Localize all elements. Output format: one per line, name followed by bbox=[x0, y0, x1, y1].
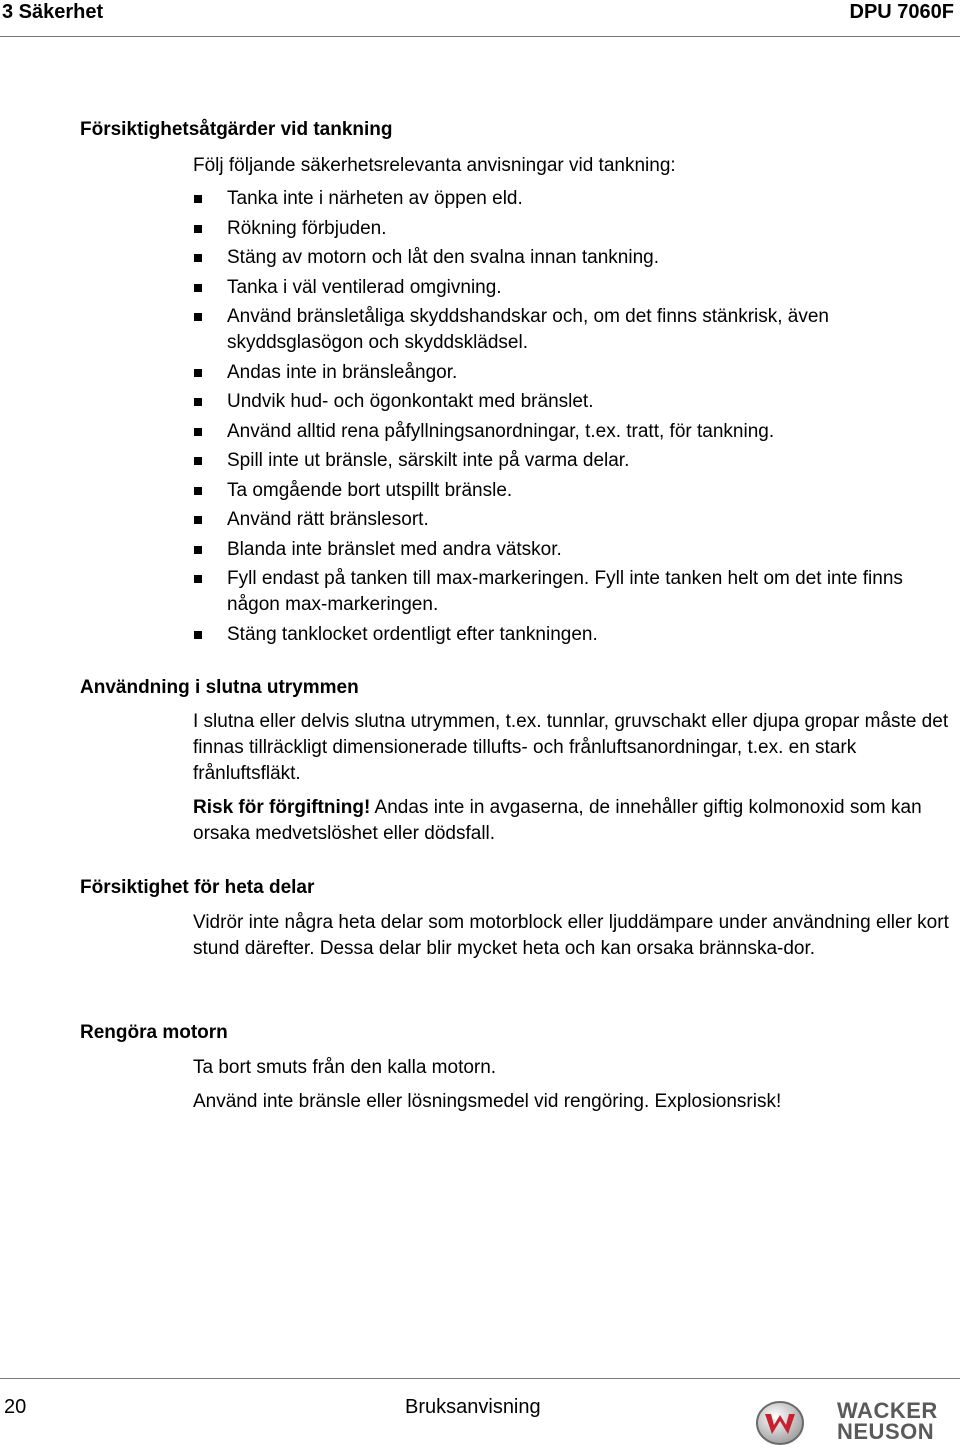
model-name: DPU 7060F bbox=[849, 1, 954, 23]
bullet-square-icon bbox=[194, 313, 202, 321]
list-item-text: Andas inte in bränsleångor. bbox=[227, 361, 458, 383]
list-item bbox=[193, 275, 958, 301]
refueling-bullet-list bbox=[193, 186, 958, 651]
bullet-square-icon bbox=[194, 428, 202, 436]
list-item-text: Blanda inte bränslet med andra vätskor. bbox=[227, 538, 562, 560]
list-item-text: Spill inte ut bränsle, särskilt inte på varma delar. bbox=[227, 450, 630, 471]
page-header bbox=[0, 0, 960, 38]
list-item bbox=[193, 245, 958, 271]
bullet-square-icon bbox=[194, 457, 202, 465]
heading-hot-parts: Försiktighet för heta delar bbox=[80, 877, 315, 898]
bullet-square-icon bbox=[194, 631, 202, 639]
bullet-square-icon bbox=[194, 546, 202, 554]
list-item-text: Fyll endast på tanken till max-markeringen. Fyll inte tanken helt om det inte finns någon max-markeringen. bbox=[227, 568, 903, 615]
bullet-square-icon bbox=[194, 254, 202, 262]
bullet-square-icon bbox=[194, 284, 202, 292]
refueling-intro: Följ följande säkerhetsrelevanta anvisningar vid tankning: bbox=[193, 155, 676, 176]
enclosed-paragraph: I slutna eller delvis slutna utrymmen, t.ex. tunnlar, gruvschakt eller djupa gropar måste det finnas tillräckligt dimensionerade tillufts- och frånluftsanordningar, t.ex. en stark frånluftsfläkt. bbox=[193, 711, 949, 784]
list-item-text: Använd alltid rena påfyllningsanordningar, t.ex. tratt, för tankning. bbox=[227, 420, 775, 442]
footer-divider bbox=[0, 1378, 960, 1379]
list-item-text: Använd bränsletåliga skyddshandskar och, om det finns stänkrisk, även skyddsglasögon och skyddsklädsel. bbox=[227, 306, 829, 353]
page-footer bbox=[0, 1378, 960, 1447]
bullet-square-icon bbox=[194, 225, 202, 233]
page-number: 20 bbox=[4, 1396, 27, 1418]
hot-parts-paragraph: Vidrör inte några heta delar som motorblock eller ljuddämpare under användning eller kort stund därefter. Dessa delar blir mycket heta och kan orsaka brännska-dor. bbox=[193, 912, 949, 959]
logo-emblem-icon bbox=[755, 1400, 805, 1446]
logo-line-1: WACKER bbox=[837, 1398, 938, 1423]
list-item-text: Stäng av motorn och låt den svalna innan tankning. bbox=[227, 247, 660, 268]
list-item-text: Stäng tanklocket ordentligt efter tankningen. bbox=[227, 623, 598, 645]
poisoning-warning bbox=[193, 795, 958, 847]
bullet-square-icon bbox=[194, 575, 202, 583]
warning-text: Andas inte in avgaserna, de innehåller giftig kolmonoxid som kan orsaka medvetslöshet eller dödsfall. bbox=[193, 797, 922, 844]
wacker-neuson-logo bbox=[755, 1400, 955, 1446]
list-item bbox=[193, 304, 958, 356]
heading-refueling: Försiktighetsåtgärder vid tankning bbox=[80, 119, 393, 140]
heading-enclosed-spaces: Användning i slutna utrymmen bbox=[80, 677, 359, 698]
list-item bbox=[193, 448, 958, 474]
document-title: Bruksanvisning bbox=[405, 1396, 541, 1418]
cleaning-paragraph-2: Använd inte bränsle eller lösningsmedel vid rengöring. Explosionsrisk! bbox=[193, 1091, 782, 1112]
bullet-square-icon bbox=[194, 398, 202, 406]
bullet-square-icon bbox=[194, 369, 202, 377]
bullet-square-icon bbox=[194, 195, 202, 203]
list-item-text: Tanka i väl ventilerad omgivning. bbox=[227, 276, 502, 298]
list-item-text: Undvik hud- och ögonkontakt med bränslet. bbox=[227, 391, 594, 412]
list-item bbox=[193, 389, 958, 415]
header-divider bbox=[0, 36, 960, 37]
chapter-title: 3 Säkerhet bbox=[2, 1, 104, 23]
list-item bbox=[193, 360, 958, 386]
list-item bbox=[193, 216, 958, 242]
cleaning-paragraph-1: Ta bort smuts från den kalla motorn. bbox=[193, 1057, 497, 1078]
list-item bbox=[193, 622, 958, 648]
list-item bbox=[193, 507, 958, 533]
list-item bbox=[193, 478, 958, 504]
list-item-text: Tanka inte i närheten av öppen eld. bbox=[227, 188, 523, 209]
bullet-square-icon bbox=[194, 487, 202, 495]
list-item bbox=[193, 419, 958, 445]
list-item bbox=[193, 537, 958, 563]
heading-cleaning: Rengöra motorn bbox=[80, 1022, 228, 1043]
list-item bbox=[193, 186, 958, 212]
logo-wordmark bbox=[837, 1400, 938, 1442]
warning-label: Risk för förgiftning! bbox=[193, 797, 371, 818]
list-item-text: Ta omgående bort utspillt bränsle. bbox=[227, 479, 513, 501]
list-item bbox=[193, 566, 958, 618]
logo-line-2: NEUSON bbox=[837, 1419, 935, 1444]
bullet-square-icon bbox=[194, 516, 202, 524]
list-item-text: Rökning förbjuden. bbox=[227, 217, 387, 239]
list-item-text: Använd rätt bränslesort. bbox=[227, 509, 429, 530]
